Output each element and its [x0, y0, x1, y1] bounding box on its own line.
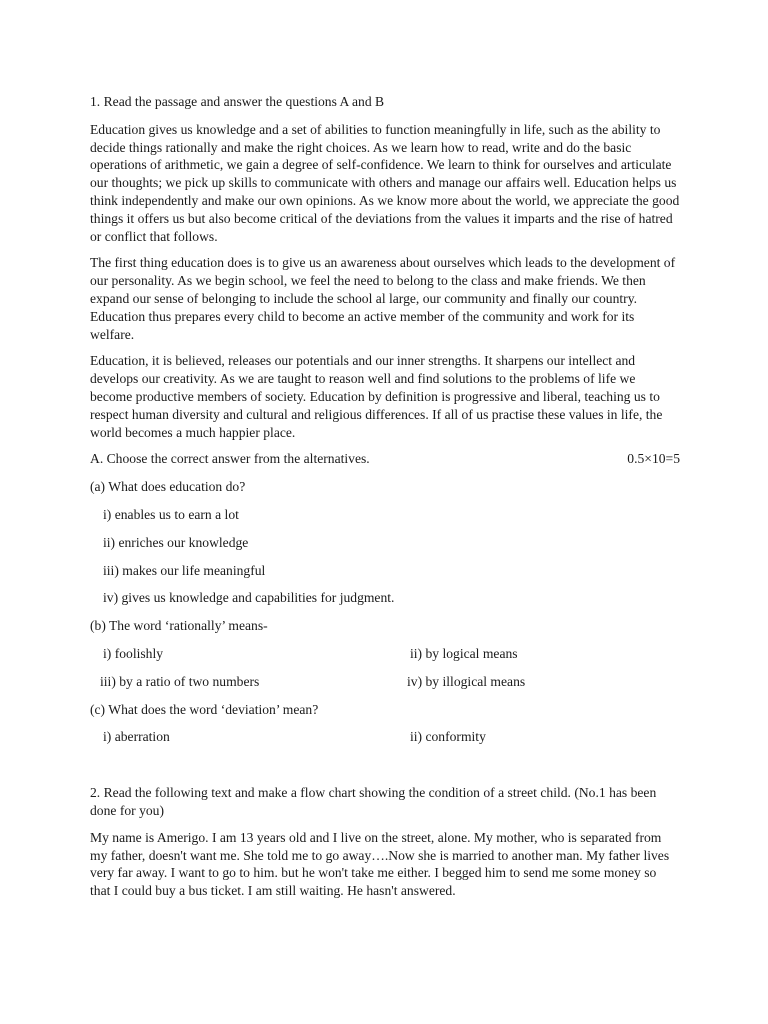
question-c-option-1: i) aberration: [103, 729, 170, 745]
passage-paragraph-2: The first thing education does is to give us an awareness about ourselves which leads to the development of our personality. As we begin school, we feel the need to belong to the class and make friends. We then expand our sense of belonging to include the school al large, our community and finally our country. Education thus prepares every child to become an active member of the community and work for its welfare.: [90, 255, 676, 342]
question-b-options-row-2: [90, 673, 680, 691]
question-c-option-2: ii) conformity: [410, 729, 486, 745]
question-a-option-3: iii) makes our life meaningful: [103, 562, 266, 578]
document-page: [90, 93, 680, 909]
question-a: (a) What does education do?: [90, 479, 246, 495]
question-b-option-1: i) foolishly: [103, 645, 164, 661]
question-b-options-row-1: [90, 645, 680, 663]
question-a-option-2: ii) enriches our knowledge: [103, 534, 249, 550]
section-a-instruction: A. Choose the correct answer from the alternatives.: [90, 451, 370, 467]
question-c-options-row: [90, 728, 680, 746]
question-b-option-4: iv) by illogical means: [407, 673, 526, 689]
passage-paragraph-1: Education gives us knowledge and a set of abilities to function meaningfully in life, such as the ability to decide things rationally and make the right choices. As we learn how to read, write and do the basic operations of arithmetic, we gain a degree of self-confidence. We learn to think for ourselves and articulate our thoughts; we pick up skills to communicate with others and manage our affairs well. Education helps us think independently and make our own opinions. As we know more about the world, we appreciate the good things it offers us but also become critical of the deviations from the values it imparts and the rise of hatred or conflict that follows.: [90, 121, 680, 244]
section-a-header: [90, 450, 680, 468]
section-gap: [90, 756, 680, 784]
question-b-option-2: ii) by logical means: [410, 645, 518, 661]
section-a-marks: 0.5×10=5: [627, 451, 680, 467]
question-b-option-3: iii) by a ratio of two numbers: [100, 673, 260, 689]
question-2-title: 2. Read the following text and make a flow chart showing the condition of a street child. (No.1 has been done for you): [90, 785, 657, 818]
question-a-option-1: i) enables us to earn a lot: [103, 506, 239, 522]
question-c: (c) What does the word ‘deviation’ mean?: [90, 701, 319, 717]
passage-paragraph-3: Education, it is believed, releases our potentials and our inner strengths. It sharpens our intellect and develops our creativity. As we are taught to reason well and find solutions to the problems of life we become productive members of society. Education by definition is progressive and liberal, teaching us to respect human diversity and cultural and religious differences. If all of us practise these values in life, the world becomes a much happier place.: [90, 353, 663, 440]
question-1-title: 1. Read the passage and answer the questions A and B: [90, 94, 385, 109]
question-b: (b) The word ‘rationally’ means-: [90, 618, 268, 634]
question-a-option-4: iv) gives us knowledge and capabilities for judgment.: [103, 590, 395, 606]
question-2-paragraph: My name is Amerigo. I am 13 years old and I live on the street, alone. My mother, who is separated from my father, doesn't want me. She told me to go away….Now she is married to another man. My father lives very far away. I want to go to him. but he won't take me either. I begged him to send me some money so that I could buy a bus ticket. I am still waiting. He hasn't answered.: [90, 829, 670, 899]
